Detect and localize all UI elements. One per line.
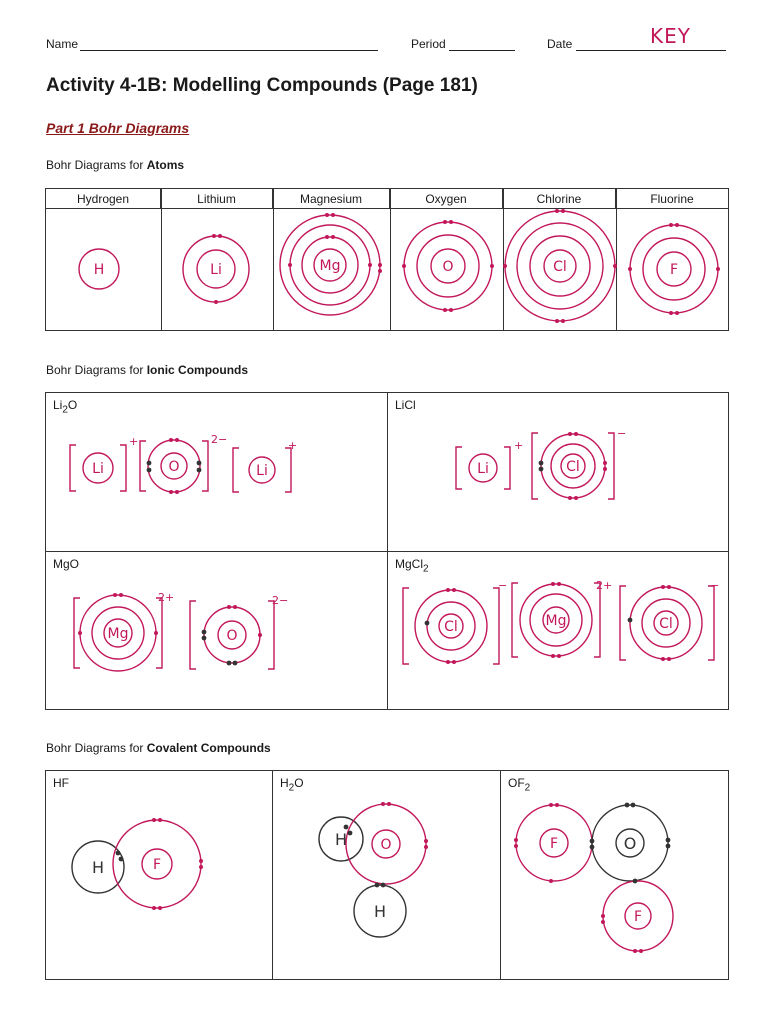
licl-li-symbol: Li (477, 461, 489, 477)
formula-part: LiCl (395, 398, 416, 412)
mgcl2-mg-symbol: Mg (545, 613, 567, 629)
period-field[interactable] (449, 50, 515, 51)
h2o-h-2-symbol: H (373, 902, 387, 921)
name-label: Name (46, 37, 79, 51)
charge-licl-cl: − (617, 427, 627, 440)
formula-sub: 2 (524, 782, 531, 794)
of2-f-1-symbol: F (549, 836, 559, 852)
hf-f-symbol: F (152, 857, 162, 873)
formula-part: MgCl (395, 557, 424, 571)
h2o-o-symbol: O (380, 837, 392, 853)
col-lithium: Lithium (161, 189, 273, 209)
covalent-diagrams (46, 771, 728, 979)
date-label: Date (547, 37, 573, 51)
formula-sub: 2 (423, 563, 429, 575)
col-chlorine: Chlorine (503, 189, 616, 209)
col-oxygen: Oxygen (390, 189, 503, 209)
name-field[interactable] (80, 50, 378, 51)
formula-part: HF (53, 776, 69, 790)
charge-mgo-mg: 2+ (158, 591, 175, 604)
charge-mgo-o: 2− (272, 594, 289, 607)
covalent-heading-bold: Covalent Compounds (146, 741, 271, 755)
of2-f-2-symbol: F (633, 909, 643, 925)
formula-part: O (67, 398, 78, 412)
charge-o: 2− (211, 433, 228, 446)
charge-licl-li: + (514, 439, 524, 452)
formula-part: OF (508, 776, 525, 790)
symbol-h: H (93, 262, 105, 278)
of2-o-symbol: O (623, 834, 637, 853)
atoms-diagrams (46, 209, 728, 330)
ionic-diagrams (46, 393, 728, 709)
mgcl2-cl-2-symbol: Cl (659, 616, 673, 632)
col-magnesium: Magnesium (273, 189, 390, 209)
licl-cl-symbol: Cl (566, 459, 580, 475)
page-title: Activity 4-1B: Modelling Compounds (Page 181) (46, 75, 478, 96)
covalent-heading-prefix: Bohr Diagrams for (46, 741, 147, 755)
atoms-table (45, 188, 729, 331)
period-label: Period (411, 37, 446, 51)
ion-li-1-symbol: Li (92, 461, 104, 477)
ionic-heading (46, 363, 248, 377)
ion-o-symbol: O (168, 459, 180, 475)
atoms-heading-bold: Atoms (146, 158, 185, 172)
atoms-heading (46, 158, 184, 172)
ion-li-2-symbol: Li (256, 463, 268, 479)
part-heading: Part 1 Bohr Diagrams (46, 120, 190, 136)
ionic-heading-bold: Ionic Compounds (146, 363, 249, 377)
covalent-table (45, 770, 729, 980)
symbol-o: O (442, 259, 454, 275)
h2o-h-1-symbol: H (334, 830, 348, 849)
formula-part: MgO (53, 557, 80, 571)
symbol-f: F (669, 262, 679, 278)
charge-mgcl2-mg: 2+ (596, 579, 613, 592)
col-fluorine: Fluorine (616, 189, 728, 209)
mgo-mg-symbol: Mg (107, 626, 129, 642)
mgcl2-cl-1-symbol: Cl (444, 619, 458, 635)
formula-sub: 2 (62, 404, 68, 416)
symbol-li: Li (210, 262, 222, 278)
charge-mgcl2-cl-1: − (498, 579, 508, 592)
ionic-table (45, 392, 729, 710)
formula-part: H (280, 776, 289, 790)
date-value-key: KEY (650, 24, 691, 48)
hf-h-symbol: H (91, 858, 105, 877)
formula-part: Li (53, 398, 63, 412)
formula-part: O (294, 776, 304, 790)
atoms-heading-prefix: Bohr Diagrams for (46, 158, 147, 172)
charge-mgcl2-cl-2: − (710, 579, 720, 592)
formula-sub: 2 (288, 782, 295, 794)
symbol-cl: Cl (553, 259, 567, 275)
date-field[interactable] (576, 50, 726, 51)
symbol-mg: Mg (319, 258, 341, 274)
covalent-heading (46, 741, 271, 755)
col-hydrogen: Hydrogen (46, 189, 161, 209)
charge-li-2: + (288, 439, 298, 452)
charge-li-1: + (129, 435, 139, 448)
ionic-heading-prefix: Bohr Diagrams for (46, 363, 147, 377)
mgo-o-symbol: O (226, 628, 238, 644)
